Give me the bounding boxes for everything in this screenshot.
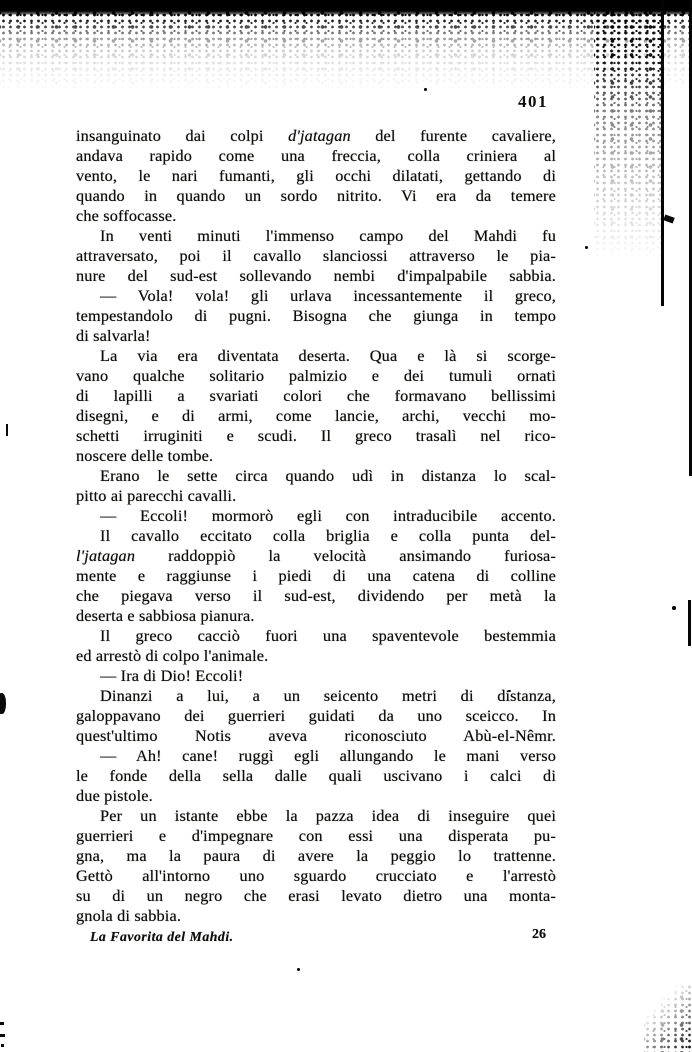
text-line: pitto ai parecchi cavalli.	[76, 486, 237, 505]
paragraph	[76, 806, 556, 926]
text-line: Erano le sette circa quando udì in distanza lo scal-	[100, 466, 556, 485]
paragraph	[76, 346, 556, 466]
text-line: andava rapido come una freccia, colla criniera al	[76, 146, 556, 165]
text-line: su di un negro che erasi levato dietro una monta-	[76, 886, 556, 905]
text-line: le fonde della sella dalle quali uscivano i calci di	[76, 766, 556, 785]
text-line: schetti irruginiti e scudi. Il greco trasalì nel rico-	[76, 426, 556, 445]
text-line: insanguinato dai colpi d'jatagan del furente cavaliere,	[76, 126, 557, 145]
text-line: vento, le nari fumanti, gli occhi dilatati, gettando di	[76, 166, 556, 185]
text-line: gna, ma la paura di avere la peggio lo trattenne.	[76, 846, 556, 865]
paragraph	[76, 226, 556, 286]
text-line: deserta e sabbiosa pianura.	[76, 606, 255, 625]
footer-signature-number: 26	[532, 927, 546, 942]
text-line: quando in quando un sordo nitrito. Vi era da temere	[76, 186, 556, 205]
page-footer	[0, 929, 692, 949]
scan-speck	[6, 424, 8, 436]
text-line: vano qualche solitario palmizio e dei tumuli ornati	[76, 366, 556, 385]
text-line: nure del sud-est sollevando nembi d'impalpabile sabbia.	[76, 266, 556, 285]
text-line: noscere delle tombe.	[76, 446, 214, 465]
text-line: due pistole.	[76, 786, 153, 805]
text-line: In venti minuti l'immenso campo del Mahdi fu	[100, 226, 556, 245]
text-line: Il cavallo eccitato colla briglia e colla punta del-	[100, 526, 556, 545]
text-line: galoppavano dei guerrieri guidati da uno sceicco. In	[76, 706, 556, 725]
scan-speck	[0, 693, 6, 714]
scan-speck	[0, 1034, 5, 1037]
paragraph	[76, 626, 556, 666]
text-line: guerrieri e d'impegnare con essi una disperata pu-	[76, 826, 556, 845]
paragraph	[76, 286, 556, 346]
text-line: che piegava verso il sud-est, dividendo per metà la	[76, 586, 556, 605]
paragraph	[76, 746, 556, 806]
paragraph	[76, 666, 556, 686]
text-line: — Vola! vola! gli urlava incessantemente il greco,	[100, 286, 556, 305]
scan-speck	[1, 1044, 4, 1047]
text-line: quest'ultimo Notis aveva riconosciuto Abù-el-Nêmr.	[76, 726, 556, 745]
text-line: attraversato, poi il cavallo slanciossi attraverso le pia-	[76, 246, 556, 265]
scan-speck	[297, 968, 300, 971]
text-line: tempestandolo di pugni. Bisogna che giunga in tempo	[76, 306, 556, 325]
text-line: — Ah! cane! ruggì egli allungando le mani verso	[100, 746, 556, 765]
scan-speck	[663, 214, 674, 223]
footer-book-title: La Favorita del Mahdi.	[90, 929, 234, 944]
text-line: La via era diventata deserta. Qua e là si scorge-	[100, 346, 556, 365]
text-line: Gettò all'intorno uno sguardo crucciato e l'arrestò	[76, 866, 556, 885]
paragraph	[76, 506, 556, 526]
paragraph	[76, 126, 556, 226]
paragraph	[76, 466, 556, 506]
text-line: — Eccoli! mormorò egli con intraducibile accento.	[100, 506, 556, 525]
text-line: Il greco cacciò fuori una spaventevole bestemmia	[100, 626, 556, 645]
text-line: — Ira di Dio! Eccoli!	[100, 666, 244, 685]
text-line: di salvarla!	[76, 326, 151, 345]
text-block	[76, 126, 556, 926]
page-number: 401	[518, 92, 548, 111]
scan-speck	[585, 246, 588, 249]
scan-speck	[0, 1022, 4, 1025]
text-line: ed arrestò di colpo l'animale.	[76, 646, 269, 665]
scan-noise-bottom-right	[644, 984, 692, 1052]
text-line: che soffocasse.	[76, 206, 177, 225]
text-line: Dinanzi a lui, a un seicento metri di distanza,	[100, 686, 556, 705]
scan-speck	[672, 606, 676, 610]
scan-noise-top-right	[594, 0, 664, 262]
scan-speck	[424, 88, 427, 91]
text-line: Per un istante ebbe la pazza idea di inseguire quei	[100, 806, 556, 825]
text-line: l'jatagan raddoppiò la velocità ansimando furiosa-	[76, 546, 556, 565]
text-line: gnola di sabbia.	[76, 906, 182, 925]
text-line: disegni, e di armi, come lancie, archi, vecchi mo-	[76, 406, 556, 425]
scan-edge-line	[688, 600, 691, 646]
text-line: mente e raggiunse i piedi di una catena di colline	[76, 566, 556, 585]
text-line: di lapilli a svariati colori che formavano bellissimi	[76, 386, 556, 405]
paragraph	[76, 526, 556, 626]
scan-noise-top-band	[0, 0, 692, 92]
paragraph	[76, 686, 556, 746]
scan-edge-line	[661, 0, 664, 306]
